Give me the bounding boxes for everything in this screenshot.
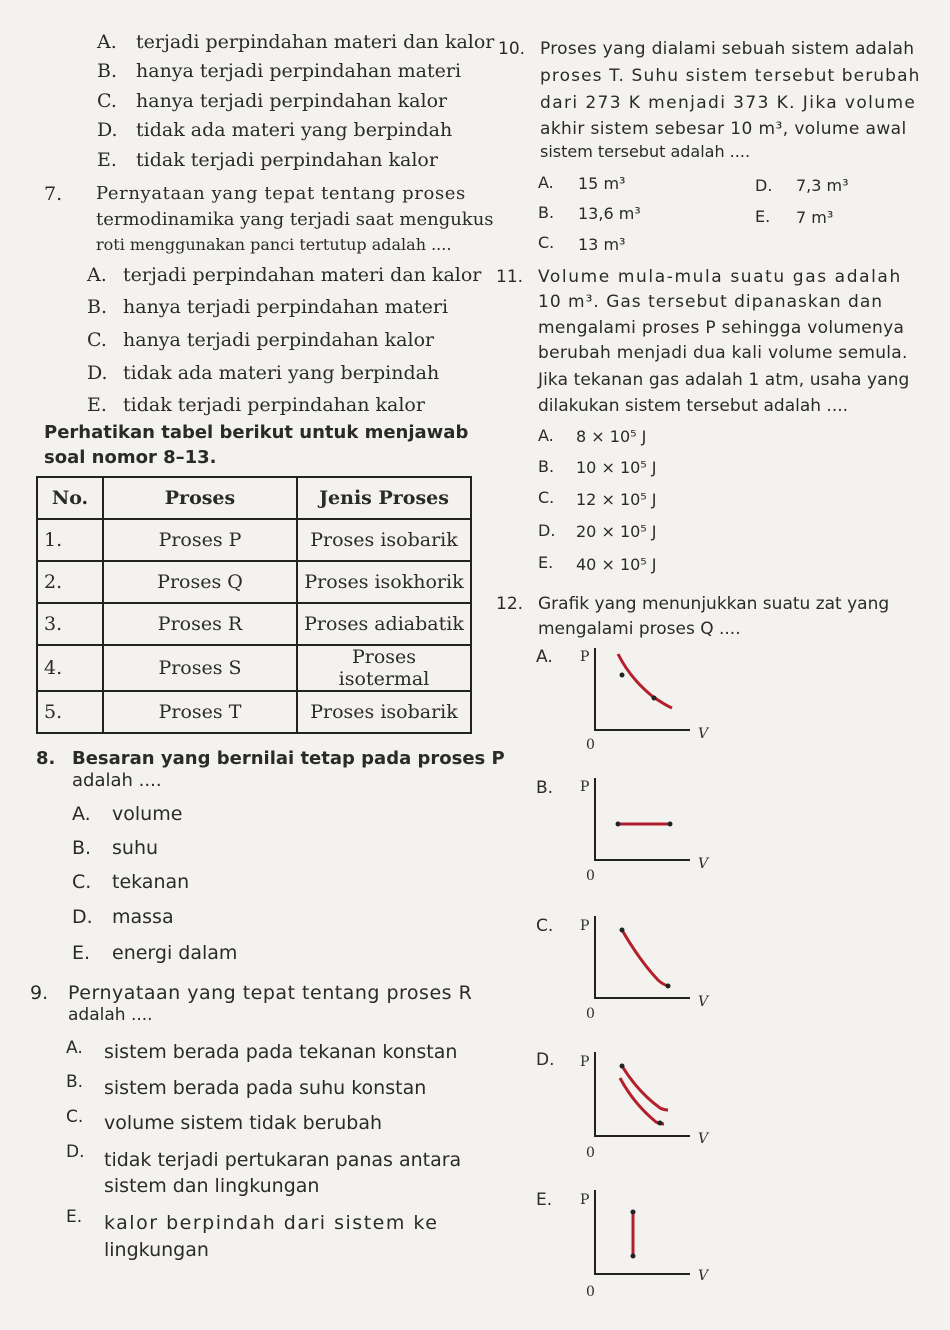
- q12-graph-b-point-start: [616, 822, 621, 827]
- q6-opt-b: hanya terjadi perpindahan materi: [136, 60, 462, 82]
- q12-graph-b: [590, 778, 700, 868]
- q7-opt-c: hanya terjadi perpindahan kalor: [123, 329, 435, 351]
- q12-graph-e-axes: [595, 1190, 690, 1274]
- q6-opt-c-key: C.: [97, 90, 117, 112]
- q11-line-4: berubah menjadi dua kali volume semula.: [538, 343, 908, 363]
- q10-line-3: dari 273 K menjadi 373 K. Jika volume: [540, 93, 917, 113]
- q6-opt-d: tidak ada materi yang berpindah: [136, 119, 453, 141]
- table-header-jenis: Jenis Proses: [297, 477, 471, 519]
- q12-graph-a-origin: 0: [586, 737, 595, 753]
- table-row: [37, 603, 471, 645]
- q11-line-6: dilakukan sistem tersebut adalah ....: [538, 396, 849, 416]
- q11-opt-e: 40 × 10⁵ J: [576, 555, 657, 574]
- table-header-row: [37, 477, 471, 519]
- q12-graph-c-origin: 0: [586, 1006, 595, 1022]
- q12-graph-c-curve: [622, 930, 668, 986]
- q6-opt-e: tidak terjadi perpindahan kalor: [136, 149, 438, 171]
- q7-opt-a-key: A.: [87, 264, 107, 286]
- q10-opt-e: 7 m³: [796, 208, 834, 227]
- q12-graph-c-v-label: V: [698, 994, 709, 1010]
- q12-graph-d-point-upper: [620, 1064, 625, 1069]
- table-cell-no: 2.: [37, 561, 103, 603]
- table-cell-jenis: Proses isotermal: [297, 645, 471, 691]
- q12-graph-a-point-end: [652, 696, 657, 701]
- q12-graph-e-v-label: V: [698, 1268, 709, 1284]
- q6-opt-a: terjadi perpindahan materi dan kalor: [136, 31, 495, 53]
- table-header-no: No.: [37, 477, 103, 519]
- q8-opt-a: volume: [112, 803, 183, 825]
- q11-number: 11.: [496, 267, 524, 287]
- q12-graph-d-v-label: V: [698, 1131, 709, 1147]
- q9-opt-b-key: B.: [66, 1072, 84, 1092]
- q11-line-2: 10 m³. Gas tersebut dipanaskan dan: [538, 292, 884, 312]
- table-cell-jenis: Proses isokhorik: [297, 561, 471, 603]
- q10-line-4: akhir sistem sebesar 10 m³, volume awal: [540, 119, 907, 139]
- q10-opt-e-key: E.: [755, 207, 771, 226]
- table-row: [37, 645, 471, 691]
- q11-opt-a: 8 × 10⁵ J: [576, 427, 647, 446]
- q10-opt-d-key: D.: [755, 176, 773, 195]
- q10-opt-b-key: B.: [538, 203, 555, 222]
- table-cell-no: 3.: [37, 603, 103, 645]
- q9-opt-a: sistem berada pada tekanan konstan: [104, 1041, 458, 1063]
- q8-opt-b-key: B.: [72, 837, 92, 859]
- q11-opt-d: 20 × 10⁵ J: [576, 522, 657, 541]
- table-cell-proses: Proses Q: [103, 561, 297, 603]
- q11-opt-c: 12 × 10⁵ J: [576, 490, 657, 509]
- q11-line-1: Volume mula-mula suatu gas adalah: [538, 267, 902, 287]
- q7-opt-a: terjadi perpindahan materi dan kalor: [123, 264, 482, 286]
- q12-graph-d-origin: 0: [586, 1145, 595, 1161]
- q12-graph-a-point-start: [620, 673, 625, 678]
- q9-opt-e-line-2: lingkungan: [104, 1239, 209, 1261]
- q11-opt-b: 10 × 10⁵ J: [576, 458, 657, 477]
- q12-graph-a: [590, 648, 700, 738]
- table-row: [37, 519, 471, 561]
- q11-opt-b-key: B.: [538, 457, 555, 476]
- q12-graph-a-curve: [618, 654, 672, 708]
- q9-opt-a-key: A.: [66, 1038, 83, 1058]
- q12-number: 12.: [496, 594, 524, 614]
- q12-graph-c: [590, 916, 700, 1006]
- q10-opt-b: 13,6 m³: [578, 204, 641, 223]
- q12-graph-b-v-label: V: [698, 856, 709, 872]
- q9-opt-d-key: D.: [66, 1142, 85, 1162]
- q7-opt-d: tidak ada materi yang berpindah: [123, 362, 440, 384]
- q12-graph-d-curve-lower: [620, 1078, 664, 1124]
- q8-opt-c: tekanan: [112, 871, 190, 893]
- q10-opt-a: 15 m³: [578, 174, 626, 193]
- q9-opt-d-line-1: tidak terjadi pertukaran panas antara: [104, 1149, 462, 1171]
- q9-number: 9.: [30, 982, 49, 1004]
- q12-line-2: mengalami proses Q ....: [538, 619, 741, 639]
- q10-opt-c-key: C.: [538, 233, 555, 252]
- q9-opt-c-key: C.: [66, 1107, 84, 1127]
- q12-graph-e-p-label: P: [580, 1192, 590, 1208]
- q6-opt-b-key: B.: [97, 60, 118, 82]
- q9-opt-b: sistem berada pada suhu konstan: [104, 1077, 427, 1099]
- q8-number: 8.: [36, 748, 56, 769]
- q12-graph-c-p-label: P: [580, 918, 590, 934]
- q11-opt-d-key: D.: [538, 521, 556, 540]
- q6-opt-a-key: A.: [97, 31, 117, 53]
- q7-opt-b: hanya terjadi perpindahan materi: [123, 296, 449, 318]
- q12-graph-b-p-label: P: [580, 779, 590, 795]
- q12-graph-d-curve-upper: [622, 1066, 668, 1110]
- q7-opt-c-key: C.: [87, 329, 107, 351]
- q12-graph-d: [590, 1052, 700, 1142]
- q10-opt-a-key: A.: [538, 173, 554, 192]
- q7-opt-e: tidak terjadi perpindahan kalor: [123, 394, 425, 416]
- q9-opt-c: volume sistem tidak berubah: [104, 1112, 383, 1134]
- q11-line-5: Jika tekanan gas adalah 1 atm, usaha yang: [538, 370, 910, 390]
- q9-opt-e-key: E.: [66, 1207, 83, 1227]
- q12-graph-c-key: C.: [536, 916, 554, 936]
- q6-opt-e-key: E.: [97, 149, 117, 171]
- q10-line-1: Proses yang dialami sebuah sistem adalah: [540, 39, 915, 59]
- q8-opt-e: energi dalam: [112, 942, 238, 964]
- q8-opt-d-key: D.: [72, 906, 93, 928]
- q10-line-5: sistem tersebut adalah ....: [540, 142, 751, 161]
- table-cell-no: 5.: [37, 691, 103, 733]
- table-cell-jenis: Proses adiabatik: [297, 603, 471, 645]
- q7-number: 7.: [44, 183, 63, 205]
- q7-opt-d-key: D.: [87, 362, 108, 384]
- q12-graph-d-p-label: P: [580, 1054, 590, 1070]
- table-cell-proses: Proses T: [103, 691, 297, 733]
- q11-opt-a-key: A.: [538, 426, 554, 445]
- table-cell-proses: Proses S: [103, 645, 297, 691]
- q10-line-2: proses T. Suhu sistem tersebut berubah: [540, 66, 921, 86]
- table-cell-no: 1.: [37, 519, 103, 561]
- process-table: [36, 476, 472, 734]
- q12-graph-d-key: D.: [536, 1050, 555, 1070]
- q12-graph-e-point-bottom: [631, 1254, 636, 1259]
- table-cell-jenis: Proses isobarik: [297, 519, 471, 561]
- q8-line-2: adalah ....: [72, 770, 162, 791]
- q8-opt-d: massa: [112, 906, 174, 928]
- q10-number: 10.: [498, 39, 526, 59]
- table-cell-proses: Proses P: [103, 519, 297, 561]
- q9-opt-e-line-1: kalor berpindah dari sistem ke: [104, 1212, 439, 1234]
- instruction-line-2: soal nomor 8–13.: [44, 447, 217, 468]
- q7-opt-e-key: E.: [87, 394, 107, 416]
- q12-graph-b-key: B.: [536, 778, 554, 798]
- q9-opt-d-line-2: sistem dan lingkungan: [104, 1175, 320, 1197]
- q12-graph-b-point-end: [668, 822, 673, 827]
- q12-graph-e: [590, 1190, 700, 1280]
- q7-line-3: roti menggunakan panci tertutup adalah ....: [96, 235, 452, 254]
- q6-opt-c: hanya terjadi perpindahan kalor: [136, 90, 448, 112]
- q7-opt-b-key: B.: [87, 296, 108, 318]
- q12-graph-e-key: E.: [536, 1190, 553, 1210]
- q12-graph-e-point-top: [631, 1210, 636, 1215]
- q12-graph-d-point-lower: [658, 1121, 663, 1126]
- q11-line-3: mengalami proses P sehingga volumenya: [538, 318, 905, 338]
- q12-graph-c-axes: [595, 916, 690, 998]
- table-cell-proses: Proses R: [103, 603, 297, 645]
- q12-graph-e-origin: 0: [586, 1284, 595, 1300]
- q8-opt-a-key: A.: [72, 803, 91, 825]
- instruction-line-1: Perhatikan tabel berikut untuk menjawab: [44, 422, 469, 443]
- q11-opt-c-key: C.: [538, 488, 555, 507]
- q9-line-2: adalah ....: [68, 1005, 153, 1025]
- q12-graph-a-key: A.: [536, 647, 553, 667]
- q11-opt-e-key: E.: [538, 553, 554, 572]
- q12-graph-b-origin: 0: [586, 868, 595, 884]
- q7-line-1: Pernyataan yang tepat tentang proses: [96, 183, 466, 204]
- table-cell-no: 4.: [37, 645, 103, 691]
- q8-opt-e-key: E.: [72, 942, 91, 964]
- q12-line-1: Grafik yang menunjukkan suatu zat yang: [538, 594, 890, 614]
- q8-opt-c-key: C.: [72, 871, 92, 893]
- table-row: [37, 691, 471, 733]
- table-header-proses: Proses: [103, 477, 297, 519]
- q10-opt-d: 7,3 m³: [796, 176, 849, 195]
- q9-line-1: Pernyataan yang tepat tentang proses R: [68, 982, 473, 1004]
- q6-opt-d-key: D.: [97, 119, 118, 141]
- q12-graph-a-v-label: V: [698, 726, 709, 742]
- q7-line-2: termodinamika yang terjadi saat mengukus: [96, 209, 494, 230]
- q12-graph-c-point-end: [666, 984, 671, 989]
- q8-line-1: Besaran yang bernilai tetap pada proses P: [72, 748, 505, 769]
- table-row: [37, 561, 471, 603]
- q8-opt-b: suhu: [112, 837, 159, 859]
- q12-graph-b-axes: [595, 778, 690, 860]
- table-cell-jenis: Proses isobarik: [297, 691, 471, 733]
- q12-graph-c-point-start: [620, 928, 625, 933]
- q10-opt-c: 13 m³: [578, 235, 626, 254]
- q12-graph-a-p-label: P: [580, 649, 590, 665]
